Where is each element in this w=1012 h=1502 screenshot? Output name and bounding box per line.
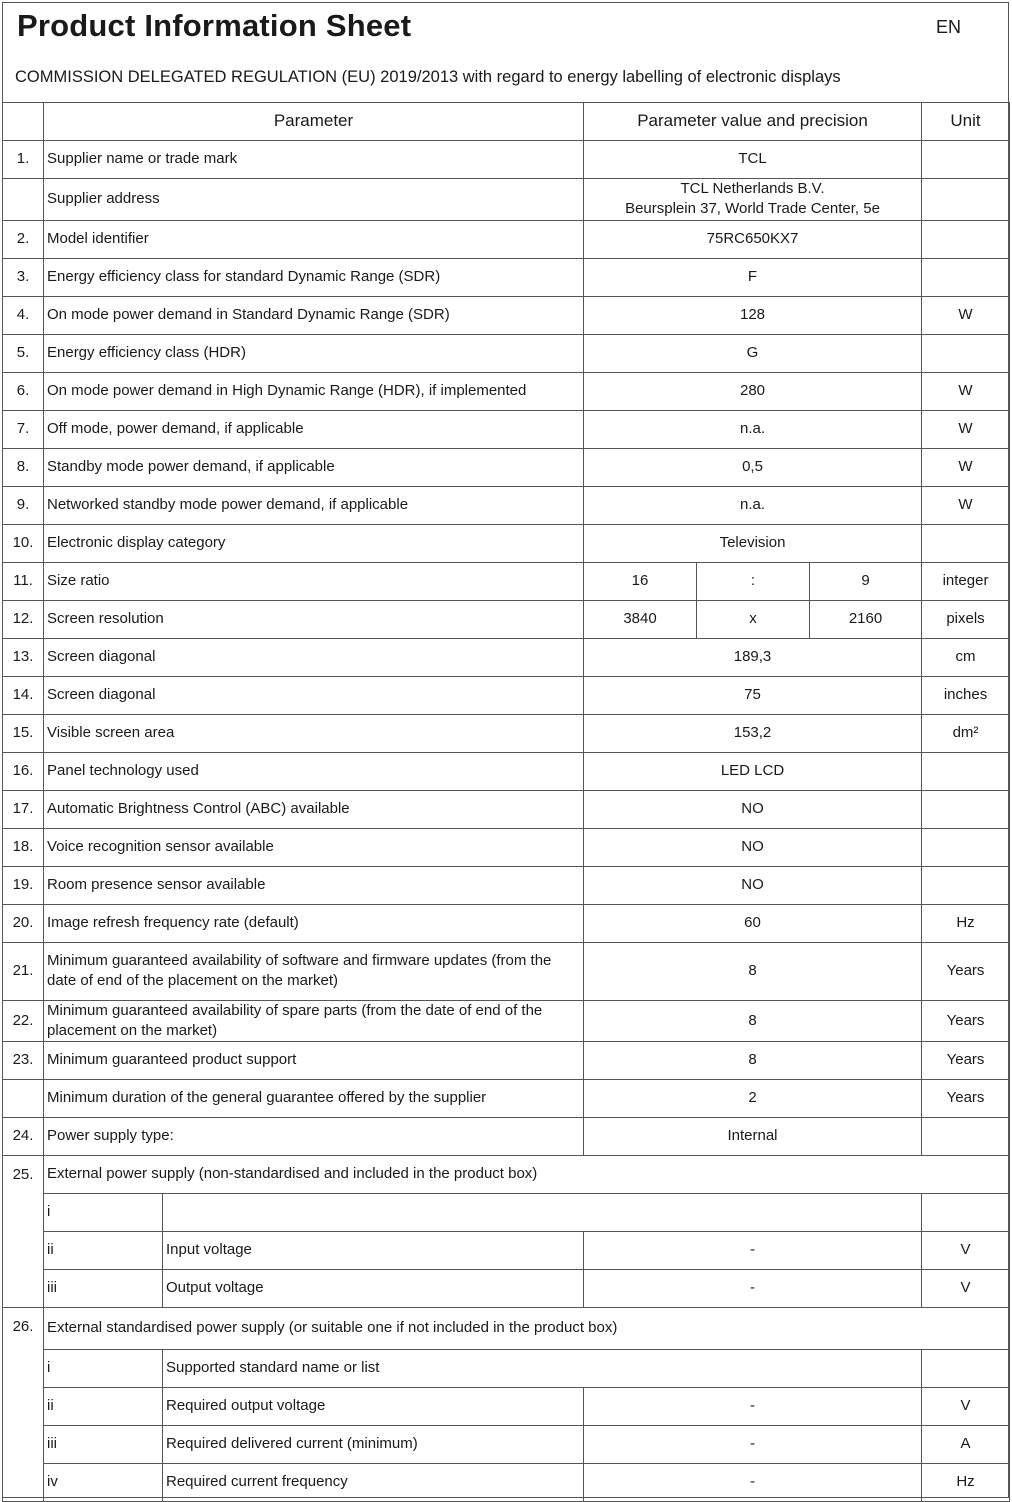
- row-number: 10.: [3, 524, 44, 562]
- unit-cell: W: [922, 372, 1010, 410]
- value-cell: LED LCD: [584, 752, 922, 790]
- row-number: 3.: [3, 258, 44, 296]
- parameter-cell: Screen resolution: [44, 600, 584, 638]
- unit-cell: inches: [922, 676, 1010, 714]
- sub-label: [163, 1194, 922, 1232]
- sub-unit: V: [922, 1270, 1010, 1308]
- value-cell: Television: [584, 524, 922, 562]
- sub-label: Required output voltage: [163, 1388, 584, 1426]
- sub-unit: V: [922, 1388, 1010, 1426]
- unit-cell: Years: [922, 1042, 1010, 1080]
- parameter-cell: Standby mode power demand, if applicable: [44, 448, 584, 486]
- value-cell: TCL: [584, 141, 922, 179]
- value-cell: 8: [584, 942, 922, 1000]
- parameter-cell: Off mode, power demand, if applicable: [44, 410, 584, 448]
- sub-value: -: [584, 1270, 922, 1308]
- unit-cell: W: [922, 486, 1010, 524]
- sub-value: -: [584, 1464, 922, 1502]
- section-title: External power supply (non-standardised and included in the product box): [44, 1156, 1010, 1194]
- value-cell: 280: [584, 372, 922, 410]
- language-code: EN: [936, 17, 962, 37]
- row-number: 14.: [3, 676, 44, 714]
- table-row: [3, 372, 1010, 410]
- row-number: 11.: [3, 562, 44, 600]
- table-row: [3, 258, 1010, 296]
- table-row: [3, 752, 1010, 790]
- parameter-cell: Screen diagonal: [44, 676, 584, 714]
- sub-value: -: [584, 1388, 922, 1426]
- unit-cell: Hz: [922, 904, 1010, 942]
- sub-row: [3, 1426, 1010, 1464]
- parameter-cell: [44, 942, 584, 1000]
- parameter-line: date of end of the placement on the market): [47, 972, 339, 989]
- sub-row: [3, 1270, 1010, 1308]
- column-header-value: Parameter value and precision: [584, 103, 922, 141]
- sub-value: -: [584, 1426, 922, 1464]
- sub-row: [3, 1232, 1010, 1270]
- unit-cell: Years: [922, 1080, 1010, 1118]
- sub-label: Output voltage: [163, 1270, 584, 1308]
- parameter-cell: Energy efficiency class (HDR): [44, 334, 584, 372]
- unit-cell: [922, 258, 1010, 296]
- row-number: 20.: [3, 904, 44, 942]
- value-cell: G: [584, 334, 922, 372]
- value-cell: n.a.: [584, 410, 922, 448]
- parameter-line: placement on the market): [47, 1021, 218, 1039]
- parameter-cell: Model identifier: [44, 220, 584, 258]
- value-cell: 0,5: [584, 448, 922, 486]
- unit-cell: cm: [922, 638, 1010, 676]
- row-number: 13.: [3, 638, 44, 676]
- table-row: [3, 524, 1010, 562]
- sub-label: Input voltage: [163, 1232, 584, 1270]
- value-part-2: 9: [810, 562, 922, 600]
- row-number: 23.: [3, 1042, 44, 1080]
- table-row: [3, 790, 1010, 828]
- table-row: [3, 179, 1010, 221]
- unit-cell: [922, 334, 1010, 372]
- page-title: Product Information Sheet: [17, 8, 412, 43]
- row-number: 19.: [3, 866, 44, 904]
- table-row: [3, 638, 1010, 676]
- value-part-1: 16: [584, 562, 697, 600]
- parameter-cell: Minimum duration of the general guarantee offered by the supplier: [44, 1080, 584, 1118]
- row-number: 16.: [3, 752, 44, 790]
- sub-label: Required delivered current (minimum): [163, 1426, 584, 1464]
- parameter-cell: Supplier address: [44, 179, 584, 221]
- regulation-reference: COMMISSION DELEGATED REGULATION (EU) 2019/2013 with regard to energy labelling of electronic displays: [15, 68, 841, 86]
- row-number: 18.: [3, 828, 44, 866]
- value-cell: 153,2: [584, 714, 922, 752]
- row-number: 7.: [3, 410, 44, 448]
- parameter-cell: Screen diagonal: [44, 638, 584, 676]
- table-row: [3, 714, 1010, 752]
- value-separator: :: [697, 562, 810, 600]
- unit-cell: dm²: [922, 714, 1010, 752]
- section-title: External standardised power supply (or suitable one if not included in the product box): [44, 1308, 1010, 1350]
- sub-row: [3, 1388, 1010, 1426]
- row-number: 6.: [3, 372, 44, 410]
- row-number: 12.: [3, 600, 44, 638]
- header-number-cell: [3, 103, 44, 141]
- sub-index: i: [44, 1350, 163, 1388]
- row-number: 8.: [3, 448, 44, 486]
- row-number: 1.: [3, 141, 44, 179]
- sub-row: [3, 1350, 1010, 1388]
- unit-cell: [922, 524, 1010, 562]
- value-cell: 60: [584, 904, 922, 942]
- table-row: [3, 600, 1010, 638]
- section-title-row: [3, 1308, 1010, 1350]
- row-number: 21.: [3, 942, 44, 1000]
- unit-cell: integer: [922, 562, 1010, 600]
- unit-cell: pixels: [922, 600, 1010, 638]
- unit-cell: [922, 790, 1010, 828]
- table-row: [3, 1042, 1010, 1080]
- unit-cell: [922, 752, 1010, 790]
- value-cell: 75: [584, 676, 922, 714]
- table-row: [3, 410, 1010, 448]
- parameter-cell: Panel technology used: [44, 752, 584, 790]
- section-number: 26.: [3, 1308, 44, 1502]
- parameter-cell: Minimum guaranteed product support: [44, 1042, 584, 1080]
- parameter-cell: On mode power demand in Standard Dynamic Range (SDR): [44, 296, 584, 334]
- table-row: [3, 1080, 1010, 1118]
- value-cell: n.a.: [584, 486, 922, 524]
- value-part-1: 3840: [584, 600, 697, 638]
- table-row: [3, 942, 1010, 1000]
- parameter-table: [2, 102, 1010, 1502]
- row-number: 4.: [3, 296, 44, 334]
- table-row: [3, 448, 1010, 486]
- sub-unit: V: [922, 1232, 1010, 1270]
- unit-cell: [922, 828, 1010, 866]
- value-part-2: 2160: [810, 600, 922, 638]
- table-row: [3, 220, 1010, 258]
- column-header-parameter: Parameter: [44, 103, 584, 141]
- table-row: [3, 486, 1010, 524]
- unit-cell: [922, 866, 1010, 904]
- table-row: [3, 562, 1010, 600]
- column-header-unit: Unit: [922, 103, 1010, 141]
- parameter-cell: Image refresh frequency rate (default): [44, 904, 584, 942]
- sub-label: Required current frequency: [163, 1464, 584, 1502]
- table-header-row: [3, 103, 1010, 141]
- sub-unit: A: [922, 1426, 1010, 1464]
- value-line: Beursplein 37, World Trade Center, 5e: [625, 200, 880, 218]
- unit-cell: Years: [922, 1000, 1010, 1042]
- table-row: [3, 141, 1010, 179]
- value-cell: NO: [584, 866, 922, 904]
- parameter-cell: On mode power demand in High Dynamic Range (HDR), if implemented: [44, 372, 584, 410]
- sub-index: i: [44, 1194, 163, 1232]
- section-number: 25.: [3, 1156, 44, 1308]
- unit-cell: [922, 220, 1010, 258]
- unit-cell: Years: [922, 942, 1010, 1000]
- sub-unit: [922, 1194, 1010, 1232]
- value-cell: 75RC650KX7: [584, 220, 922, 258]
- value-line: TCL Netherlands B.V.: [680, 180, 825, 197]
- value-cell: 189,3: [584, 638, 922, 676]
- sub-row: [3, 1194, 1010, 1232]
- value-cell: Internal: [584, 1118, 922, 1156]
- parameter-cell: Visible screen area: [44, 714, 584, 752]
- unit-cell: W: [922, 296, 1010, 334]
- value-separator: x: [697, 600, 810, 638]
- row-number: 22.: [3, 1000, 44, 1042]
- table-row: [3, 904, 1010, 942]
- row-number: 9.: [3, 486, 44, 524]
- row-number: 2.: [3, 220, 44, 258]
- parameter-cell: Networked standby mode power demand, if applicable: [44, 486, 584, 524]
- table-row: [3, 676, 1010, 714]
- row-number: 24.: [3, 1118, 44, 1156]
- table-row: [3, 866, 1010, 904]
- unit-cell: W: [922, 448, 1010, 486]
- sub-index: iii: [44, 1270, 163, 1308]
- parameter-cell: Automatic Brightness Control (ABC) available: [44, 790, 584, 828]
- sub-unit: [922, 1350, 1010, 1388]
- parameter-cell: Voice recognition sensor available: [44, 828, 584, 866]
- value-cell: 8: [584, 1000, 922, 1042]
- parameter-cell: Supplier name or trade mark: [44, 141, 584, 179]
- value-cell: F: [584, 258, 922, 296]
- value-cell: 8: [584, 1042, 922, 1080]
- parameter-cell: Electronic display category: [44, 524, 584, 562]
- table-row: [3, 296, 1010, 334]
- table-row: [3, 334, 1010, 372]
- unit-cell: [922, 141, 1010, 179]
- section-title-row: [3, 1156, 1010, 1194]
- unit-cell: [922, 1118, 1010, 1156]
- table-row: [3, 1000, 1010, 1042]
- parameter-line: Minimum guaranteed availability of software and firmware updates (from the: [47, 951, 552, 969]
- sub-unit: Hz: [922, 1464, 1010, 1502]
- table-row: [3, 828, 1010, 866]
- sub-index: iv: [44, 1464, 163, 1502]
- parameter-cell: Energy efficiency class for standard Dynamic Range (SDR): [44, 258, 584, 296]
- sub-index: ii: [44, 1232, 163, 1270]
- row-number: 17.: [3, 790, 44, 828]
- row-number: 5.: [3, 334, 44, 372]
- sub-row: [3, 1464, 1010, 1502]
- parameter-cell: Size ratio: [44, 562, 584, 600]
- value-cell: 2: [584, 1080, 922, 1118]
- unit-cell: W: [922, 410, 1010, 448]
- table-row: [3, 1118, 1010, 1156]
- sub-index: iii: [44, 1426, 163, 1464]
- row-number: 15.: [3, 714, 44, 752]
- value-cell: 128: [584, 296, 922, 334]
- sub-value: -: [584, 1232, 922, 1270]
- parameter-line: Minimum guaranteed availability of spare parts (from the date of end of the: [47, 1001, 543, 1019]
- unit-cell: [922, 179, 1010, 221]
- parameter-cell: Power supply type:: [44, 1118, 584, 1156]
- row-number: [3, 179, 44, 221]
- value-cell: [584, 179, 922, 221]
- parameter-cell: Room presence sensor available: [44, 866, 584, 904]
- sub-label: Supported standard name or list: [163, 1350, 922, 1388]
- sub-index: ii: [44, 1388, 163, 1426]
- parameter-cell: [44, 1000, 584, 1042]
- value-cell: NO: [584, 828, 922, 866]
- row-number: [3, 1080, 44, 1118]
- value-cell: NO: [584, 790, 922, 828]
